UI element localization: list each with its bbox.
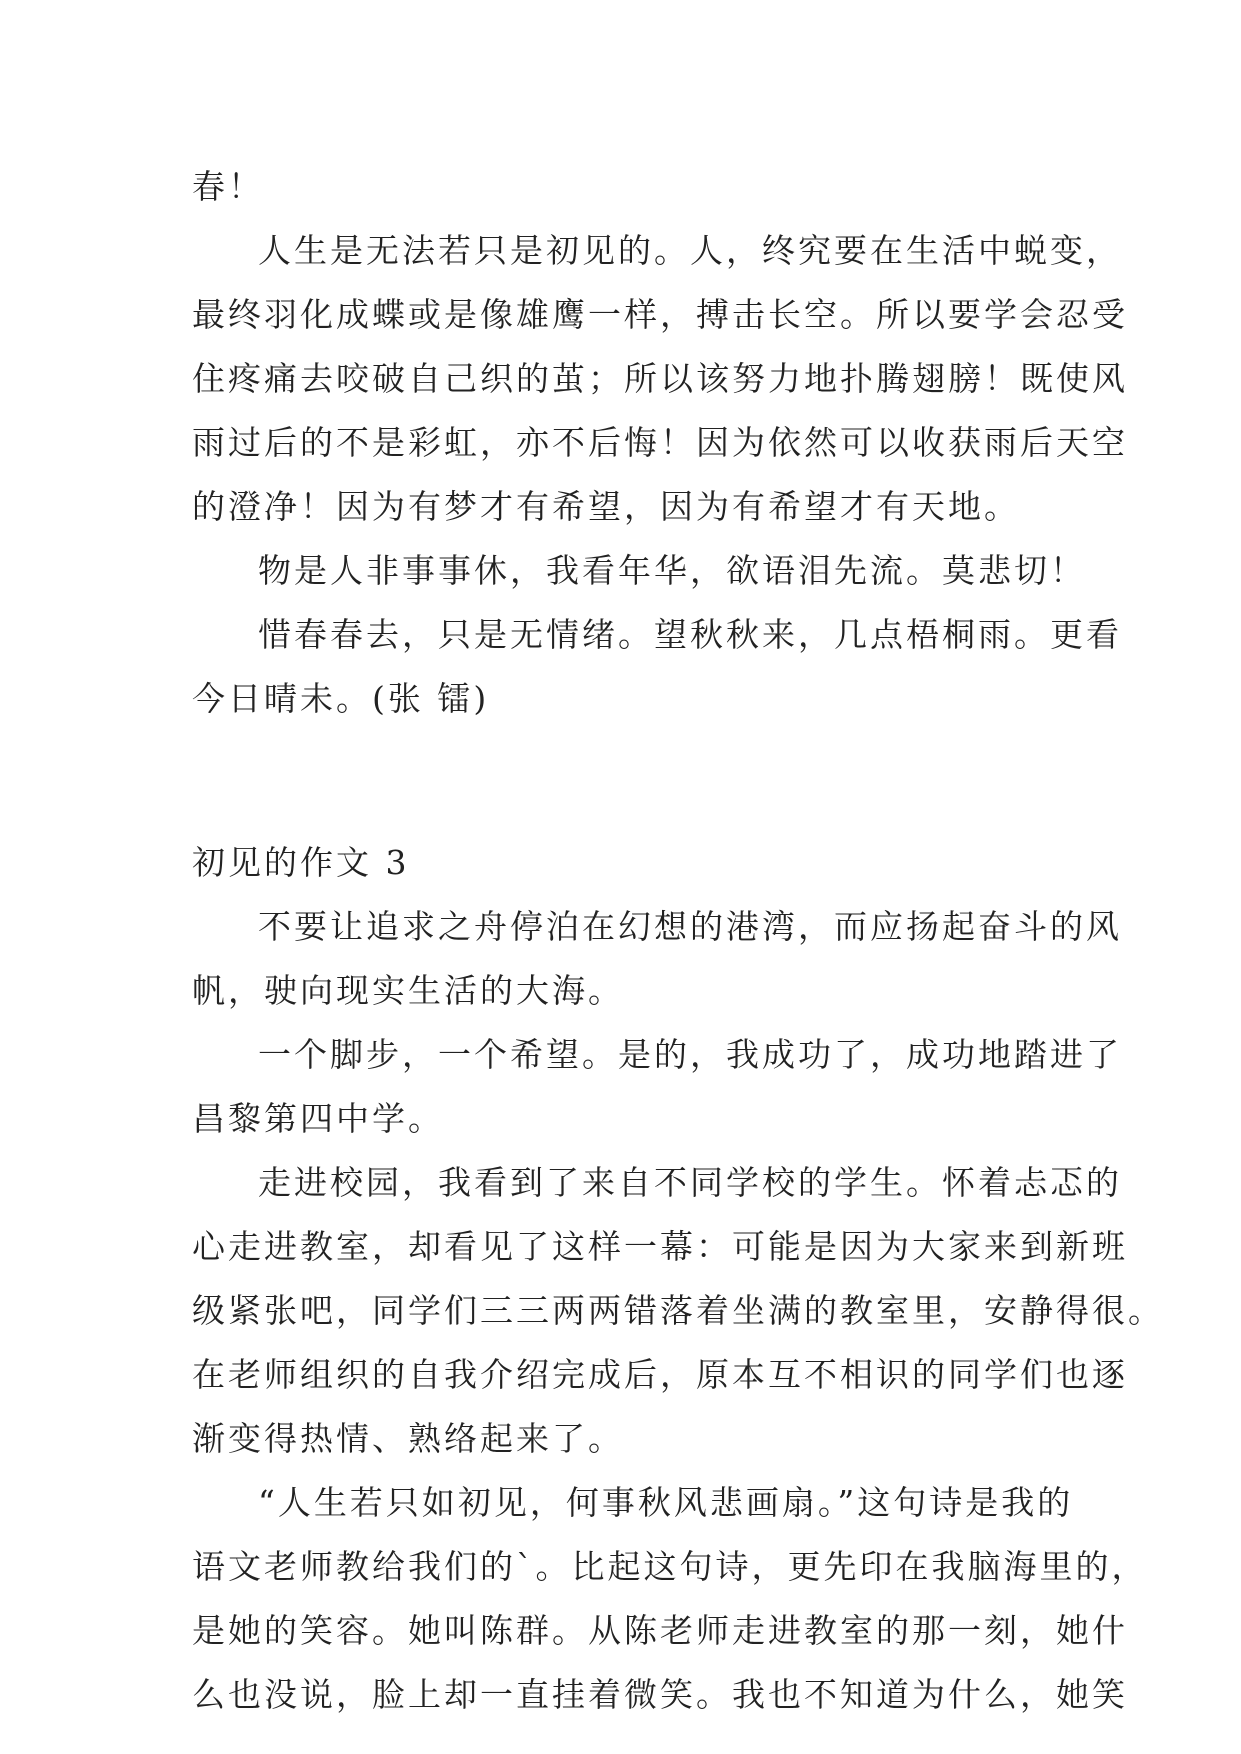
text-line: 帆，驶向现实生活的大海。 xyxy=(192,971,624,1010)
paragraph xyxy=(192,539,1086,603)
text-line: 雨过后的不是彩虹，亦不后悔！因为依然可以收获雨后天空 xyxy=(192,423,1128,462)
text-line: 春！ xyxy=(192,167,264,206)
text-line: 的澄净！因为有梦才有希望，因为有希望才有天地。 xyxy=(192,487,1020,526)
paragraph xyxy=(192,1023,1122,1151)
text-line: 在老师组织的自我介绍完成后，原本互不相识的同学们也逐 xyxy=(192,1355,1128,1394)
text-line: 走进校园，我看到了来自不同学校的学生。怀着忐忑的 xyxy=(258,1163,1122,1202)
text-line: 不要让追求之舟停泊在幻想的港湾，而应扬起奋斗的风 xyxy=(258,907,1122,946)
text-line: 语文老师教给我们的`。比起这句诗，更先印在我脑海里的， xyxy=(192,1547,1148,1586)
text-line: 人生是无法若只是初见的。人，终究要在生活中蜕变， xyxy=(258,231,1122,270)
text-line: 一个脚步，一个希望。是的，我成功了，成功地踏进了 xyxy=(258,1035,1122,1074)
text-line: 最终羽化成蝶或是像雄鹰一样，搏击长空。所以要学会忍受 xyxy=(192,295,1128,334)
text-line: 惜春春去，只是无情绪。望秋秋来，几点梧桐雨。更看 xyxy=(258,615,1122,654)
text-line: 心走进教室，却看见了这样一幕：可能是因为大家来到新班 xyxy=(192,1227,1128,1266)
document-page xyxy=(192,155,1164,1727)
paragraph xyxy=(192,603,1122,731)
paragraph xyxy=(192,895,1122,1023)
section-spacer xyxy=(192,731,1054,831)
text-line: “人生若只如初见，何事秋风悲画扇。”这句诗是我的 xyxy=(258,1483,1074,1522)
text-line: 昌黎第四中学。 xyxy=(192,1099,444,1138)
paragraph xyxy=(192,1151,1164,1471)
text-line: 今日晴未。(张 镭) xyxy=(192,679,490,718)
paragraph xyxy=(192,1471,1148,1727)
paragraph xyxy=(192,219,1128,539)
text-line: 物是人非事事休，我看年华，欲语泪先流。莫悲切！ xyxy=(258,551,1086,590)
text-line: 级紧张吧，同学们三三两两错落着坐满的教室里，安静得很。 xyxy=(192,1291,1164,1330)
section-title: 初见的作文 3 xyxy=(192,843,410,882)
text-line: 么也没说，脸上却一直挂着微笑。我也不知道为什么，她笑 xyxy=(192,1675,1128,1714)
text-line: 住疼痛去咬破自己织的茧；所以该努力地扑腾翅膀！既使风 xyxy=(192,359,1128,398)
text-line: 是她的笑容。她叫陈群。从陈老师走进教室的那一刻，她什 xyxy=(192,1611,1128,1650)
text-line: 渐变得热情、熟络起来了。 xyxy=(192,1419,624,1458)
